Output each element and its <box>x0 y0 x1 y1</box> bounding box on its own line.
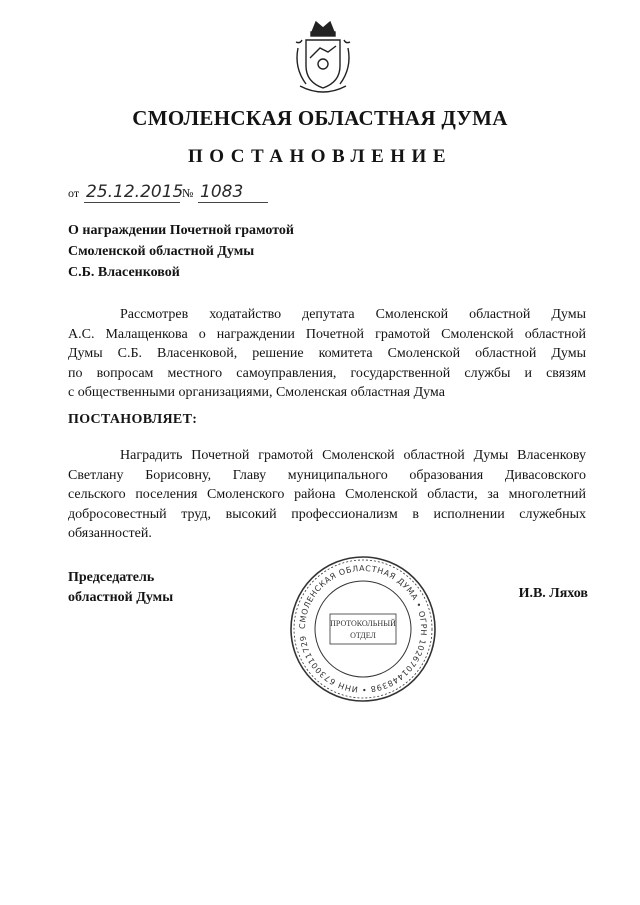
subject-line: С.Б. Власенковой <box>68 265 180 280</box>
signatory-title-line: областной Думы <box>68 590 174 605</box>
decision-line: обязанностей. <box>68 526 152 541</box>
organization-title: СМОЛЕНСКАЯ ОБЛАСТНАЯ ДУМА <box>132 106 508 130</box>
resolves-heading: ПОСТАНОВЛЯЕТ: <box>68 412 198 427</box>
date-prefix: от <box>68 186 80 200</box>
decision-paragraph <box>68 446 586 544</box>
preamble-line: с общественными организациями, Смоленская областная Дума <box>68 385 445 400</box>
preamble-paragraph <box>68 305 586 403</box>
preamble-line: Рассмотрев ходатайство депутата Смоленской областной Думы <box>120 307 586 322</box>
signatory-title <box>68 568 173 608</box>
document-type-title: ПОСТАНОВЛЕНИЕ <box>187 146 453 167</box>
subject-line: Смоленской областной Думы <box>68 244 255 259</box>
document-subject <box>68 220 294 283</box>
seal-ring-text: СМОЛЕНСКАЯ ОБЛАСТНАЯ ДУМА • ОГРН 1026701448398 • ИНН 6730011729 <box>297 563 429 695</box>
decision-line: добросовестный труд, высокий профессионализм в исполнении служебных <box>68 506 586 522</box>
signatory-title-line: Председатель <box>68 570 155 585</box>
decision-line: Наградить Почетной грамотой Смоленской областной Думы Власенкову <box>120 448 586 463</box>
decision-line: сельского поселения Смоленского района Смоленской области, за многолетний <box>68 487 586 502</box>
seal-stamp-icon <box>288 554 438 704</box>
decision-line: Светлану Борисовну, Главу муниципального образования Дивасовского <box>68 467 586 483</box>
signatory-name: И.В. Ляхов <box>518 586 588 601</box>
preamble-line: по вопросам местного самоуправления, государственной службы и связям <box>68 365 586 381</box>
seal-center-line: ОТДЕЛ <box>350 631 376 640</box>
handwritten-date: 25.12.2015 <box>86 182 184 202</box>
coat-of-arms-icon <box>292 18 354 98</box>
preamble-line: Думы С.Б. Власенковой, решение комитета Смоленской областной Думы <box>68 346 586 361</box>
seal-center-line: ПРОТОКОЛЬНЫЙ <box>330 619 396 628</box>
date-number-line <box>68 180 298 204</box>
number-prefix: № <box>182 186 194 200</box>
handwritten-number: 1083 <box>198 182 268 203</box>
subject-line: О награждении Почетной грамотой <box>68 223 294 238</box>
preamble-line: А.С. Малащенкова о награждении Почетной грамотой Смоленской областной <box>68 326 586 342</box>
